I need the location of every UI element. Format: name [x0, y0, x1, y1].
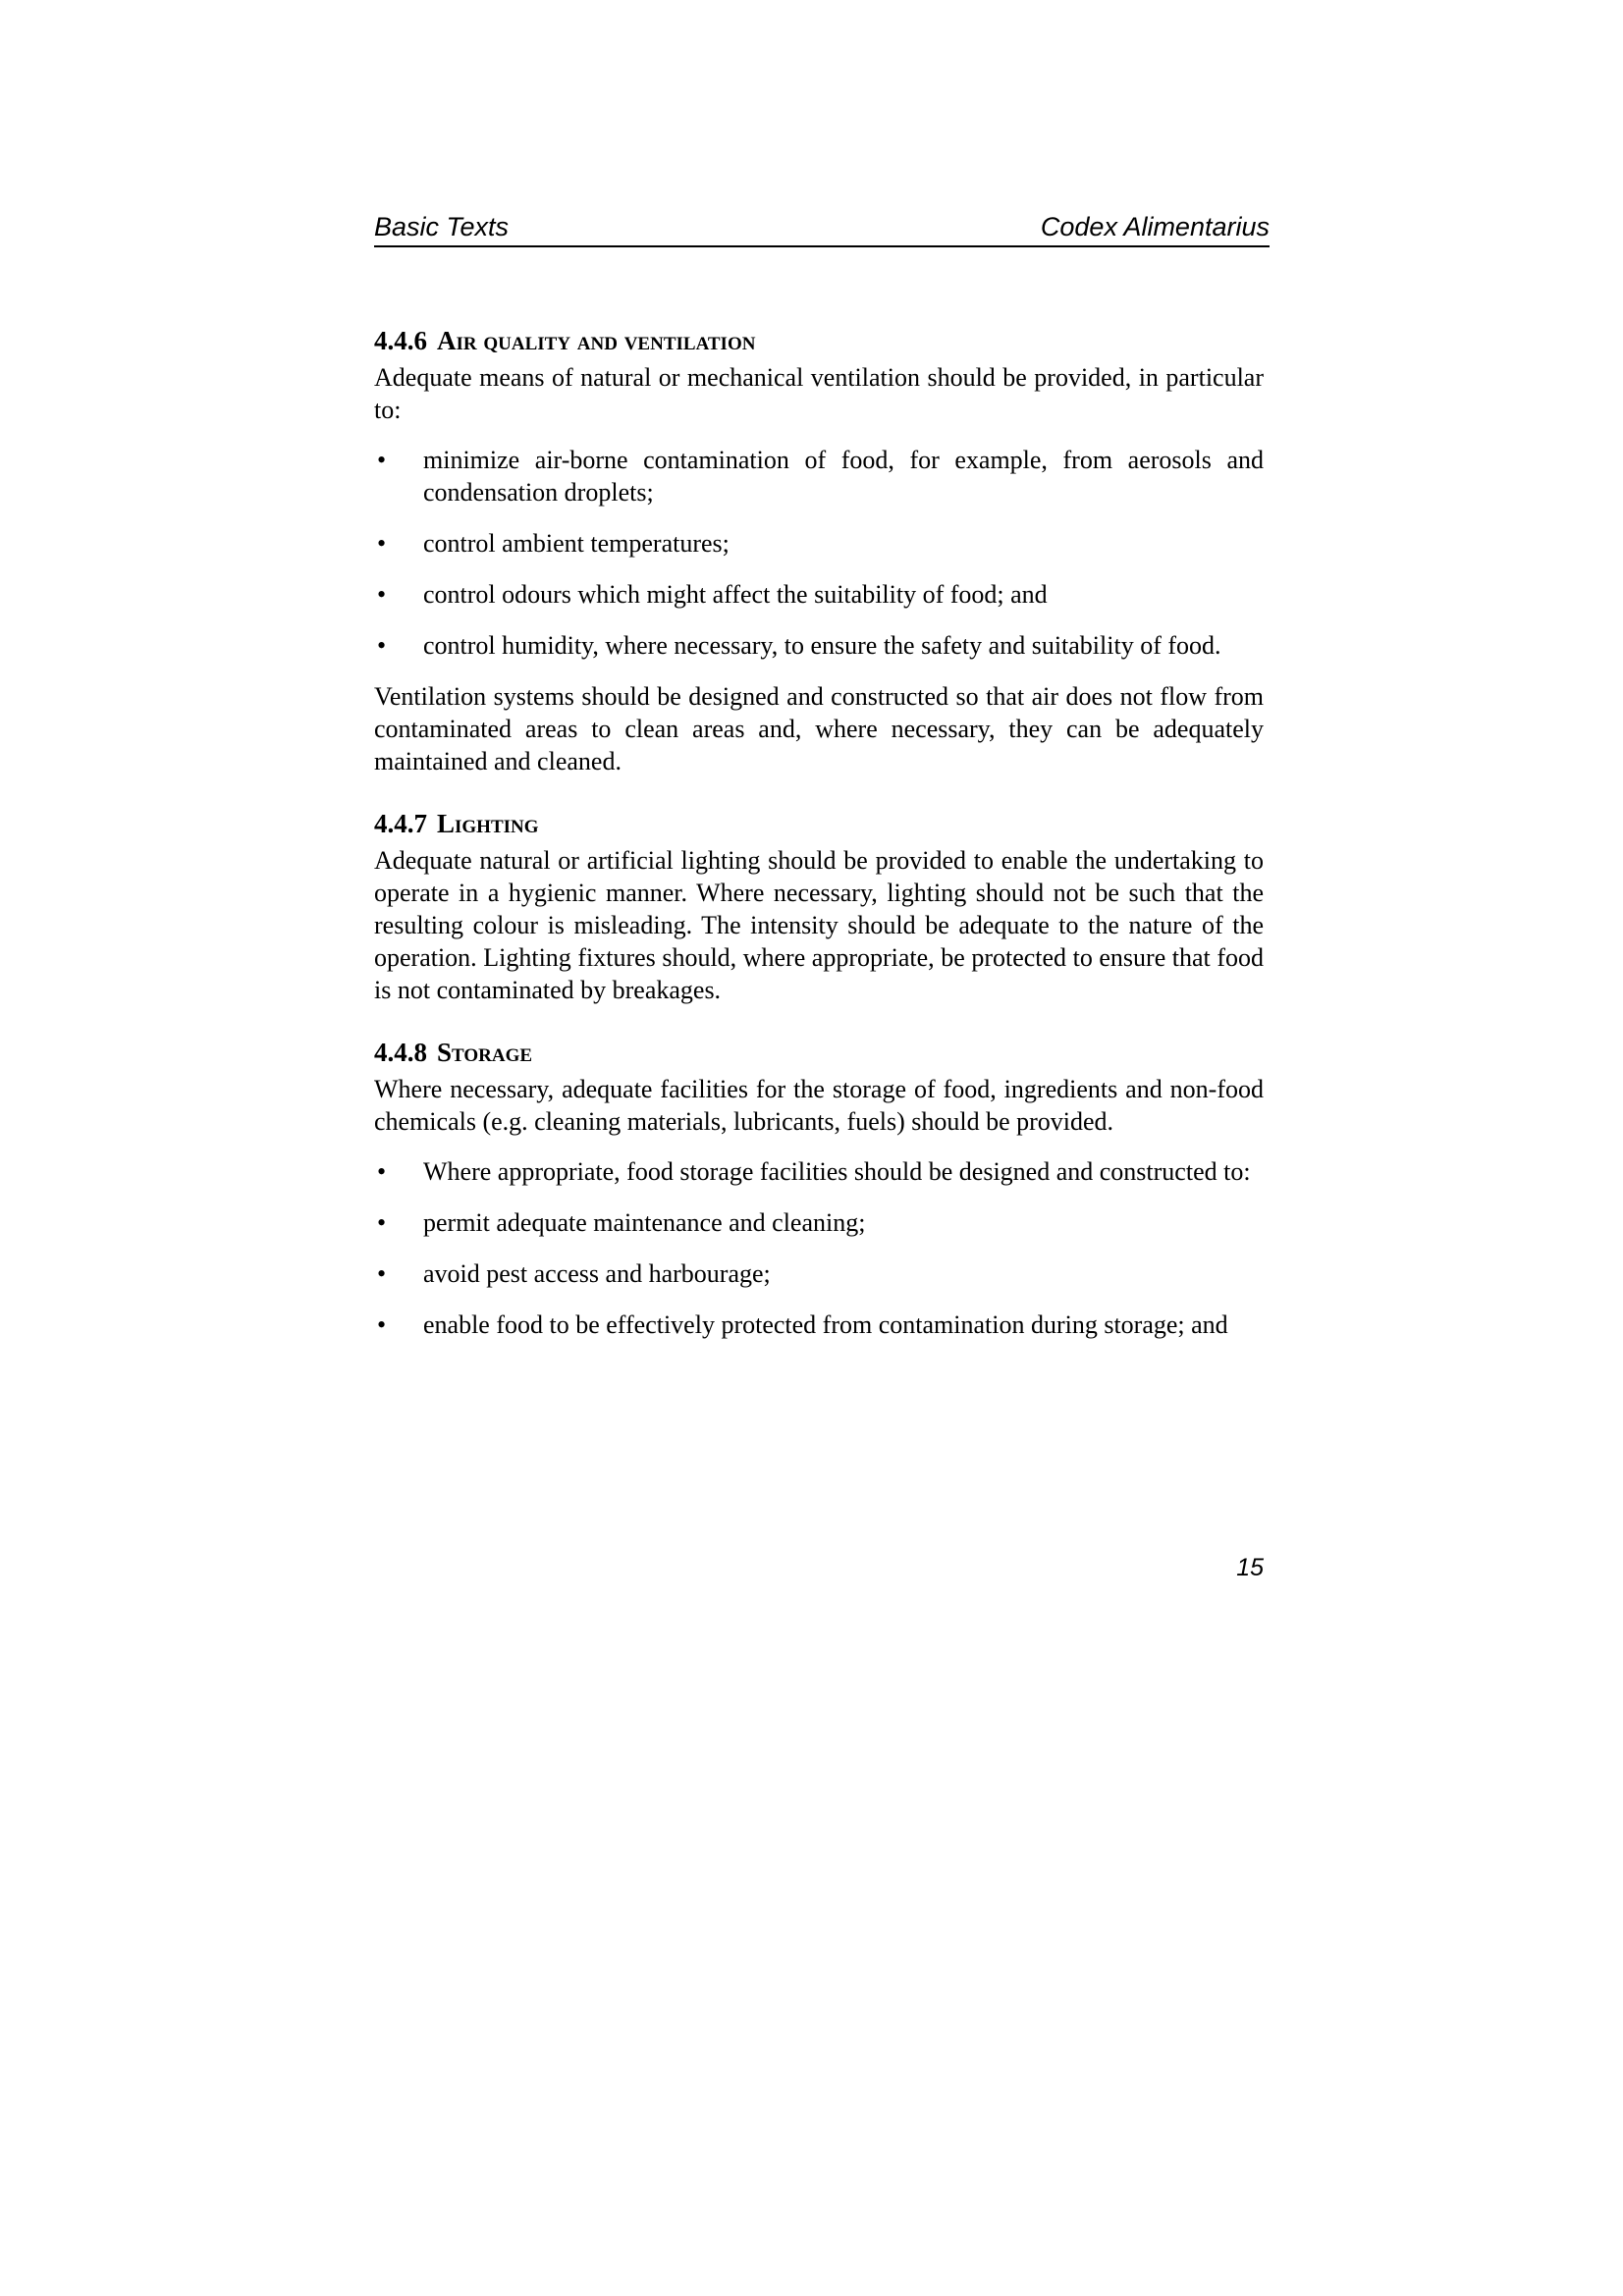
section-air-quality — [374, 324, 1264, 777]
list-item — [374, 1155, 1264, 1188]
list-item — [374, 1308, 1264, 1341]
list-item — [374, 444, 1264, 508]
section-number: 4.4.6 — [374, 326, 427, 355]
bullet-marker: • — [377, 529, 387, 558]
section-number: 4.4.7 — [374, 809, 427, 838]
bullet-marker: • — [377, 1310, 387, 1339]
list-item-text: minimize air-borne contamination of food, for example, from aerosols and condensation droplets; — [423, 446, 1264, 507]
running-header — [374, 206, 1270, 247]
bullet-marker: • — [377, 1208, 387, 1237]
bullet-marker: • — [377, 580, 387, 609]
list-item-text: avoid pest access and harbourage; — [423, 1259, 771, 1288]
section-title: Storage — [437, 1038, 533, 1067]
list-item-text: Where appropriate, food storage facilities should be designed and constructed to: — [423, 1157, 1251, 1186]
list-item-text: permit adequate maintenance and cleaning; — [423, 1208, 866, 1237]
section-title: Air quality and ventilation — [437, 326, 756, 355]
list-item-text: control ambient temperatures; — [423, 529, 730, 558]
section-heading — [374, 1036, 1264, 1069]
section-closing-paragraph: Ventilation systems should be designed and constructed so that air does not flow from contaminated areas to clean areas and, where necessary, they can be adequately maintained and cleaned. — [374, 682, 1264, 775]
section-storage — [374, 1036, 1264, 1341]
list-item-text: control humidity, where necessary, to ensure the safety and suitability of food. — [423, 631, 1221, 660]
bullet-marker: • — [377, 1157, 387, 1186]
section-intro-paragraph: Where necessary, adequate facilities for the storage of food, ingredients and non-food chemicals (e.g. cleaning materials, lubricants, fuels) should be provided. — [374, 1075, 1264, 1136]
section-intro-paragraph: Adequate natural or artificial lighting should be provided to enable the undertaking to operate in a hygienic manner. Where necessary, lighting should not be such that the resulting colour is misleading. The intensity should be adequate to the nature of the operation. Lighting fixtures should, where appropriate, be protected to ensure that food is not contaminated by breakages. — [374, 846, 1264, 1004]
header-left-title: Basic Texts — [374, 212, 510, 241]
section-heading — [374, 807, 1264, 840]
bullet-marker: • — [377, 1259, 387, 1288]
section-number: 4.4.8 — [374, 1038, 427, 1067]
list-item-text: control odours which might affect the suitability of food; and — [423, 580, 1048, 609]
bullet-list — [374, 1155, 1264, 1341]
section-title: Lighting — [437, 809, 539, 838]
page-number: 15 — [1236, 1554, 1264, 1581]
list-item — [374, 527, 1264, 560]
list-item-text: enable food to be effectively protected from contamination during storage; and — [423, 1310, 1228, 1339]
bullet-marker: • — [377, 446, 387, 474]
header-right-title: Codex Alimentarius — [1040, 212, 1270, 241]
page-body — [374, 324, 1264, 1370]
list-item — [374, 1257, 1264, 1290]
list-item — [374, 578, 1264, 611]
section-lighting — [374, 807, 1264, 1006]
bullet-marker: • — [377, 631, 387, 660]
list-item — [374, 629, 1264, 662]
list-item — [374, 1206, 1264, 1239]
bullet-list — [374, 444, 1264, 662]
section-heading — [374, 324, 1264, 357]
section-intro-paragraph: Adequate means of natural or mechanical ventilation should be provided, in particular to: — [374, 363, 1264, 424]
